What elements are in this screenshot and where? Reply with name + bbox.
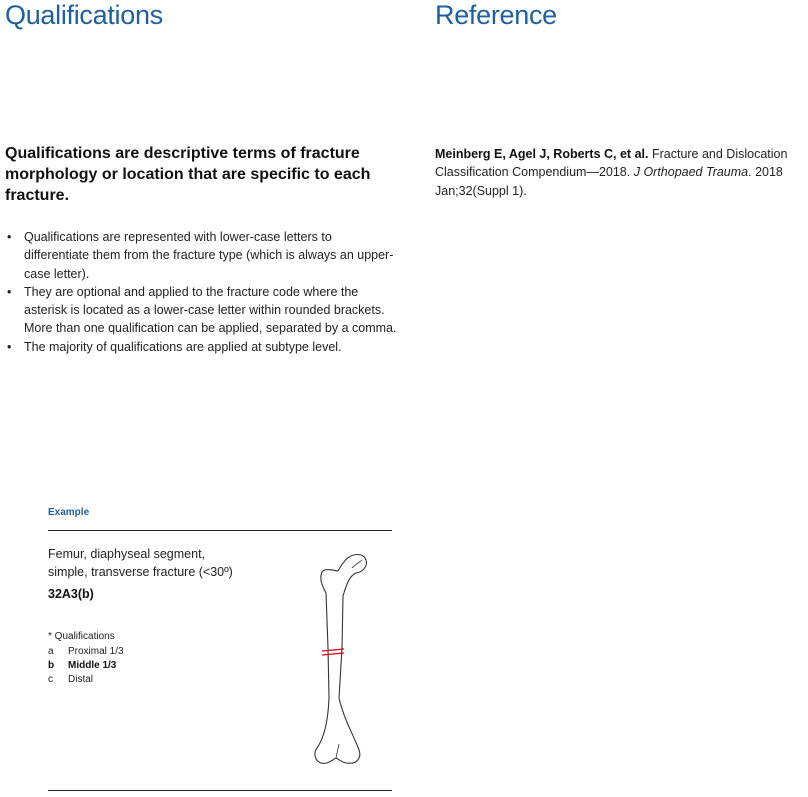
list-item [5, 338, 400, 356]
qualifications-list [48, 645, 124, 687]
qualification-text: Proximal 1/3 [68, 646, 124, 657]
qualification-bullet-list [5, 228, 400, 356]
list-item [5, 228, 400, 283]
bullet-text: The majority of qualifications are applied at subtype level. [24, 339, 342, 354]
reference-heading: Reference [435, 0, 557, 30]
qualification-text: Distal [68, 674, 94, 685]
lead-statement: Qualifications are descriptive terms of fracture morphology or location that are specific to each fracture. [5, 145, 371, 204]
bullet-text: Qualifications are represented with lower-case letters to differentiate them from the fracture type (which is always an upper-case letter). [24, 230, 394, 281]
femur-illustration [300, 548, 380, 773]
qualifications-title: * Qualifications [48, 631, 115, 642]
reference-details: . 2018 Jan;32(Suppl 1). [435, 165, 783, 198]
qualification-text: Middle 1/3 [68, 660, 117, 671]
example-description-line: Femur, diaphyseal segment, [48, 547, 206, 561]
example-description [48, 545, 233, 581]
example-fracture-code: 32A3(b) [48, 587, 94, 601]
femur-outline [315, 555, 366, 764]
reference-journal: J Orthopaed Trauma [633, 165, 749, 180]
example-description-line: simple, transverse fracture (<30º) [48, 565, 233, 579]
bullet-icon: • [7, 230, 12, 244]
bullet-text: They are optional and applied to the fracture code where the asterisk is located as a lower-case letter within rounded brackets. More than one qualification can be applied, separated by a comma. [24, 284, 397, 336]
reference-title: Fracture and Dislocation Classification Compendium—2018. [435, 147, 788, 180]
bullet-icon: • [7, 339, 12, 354]
reference-authors: Meinberg E, Agel J, Roberts C, et al. [435, 147, 649, 161]
example-label: Example [48, 507, 90, 518]
example-bottom-divider [48, 790, 392, 791]
qualification-item [48, 659, 124, 673]
qualification-letter: c [48, 674, 53, 685]
qualification-item [48, 673, 124, 687]
qualification-item [48, 645, 124, 659]
example-top-divider [48, 530, 392, 531]
qualification-letter: b [48, 660, 55, 671]
qualifications-heading: Qualifications [5, 0, 163, 30]
bullet-icon: • [7, 284, 12, 299]
reference-citation [435, 145, 807, 200]
qualification-letter: a [48, 646, 54, 657]
list-item [5, 283, 400, 338]
